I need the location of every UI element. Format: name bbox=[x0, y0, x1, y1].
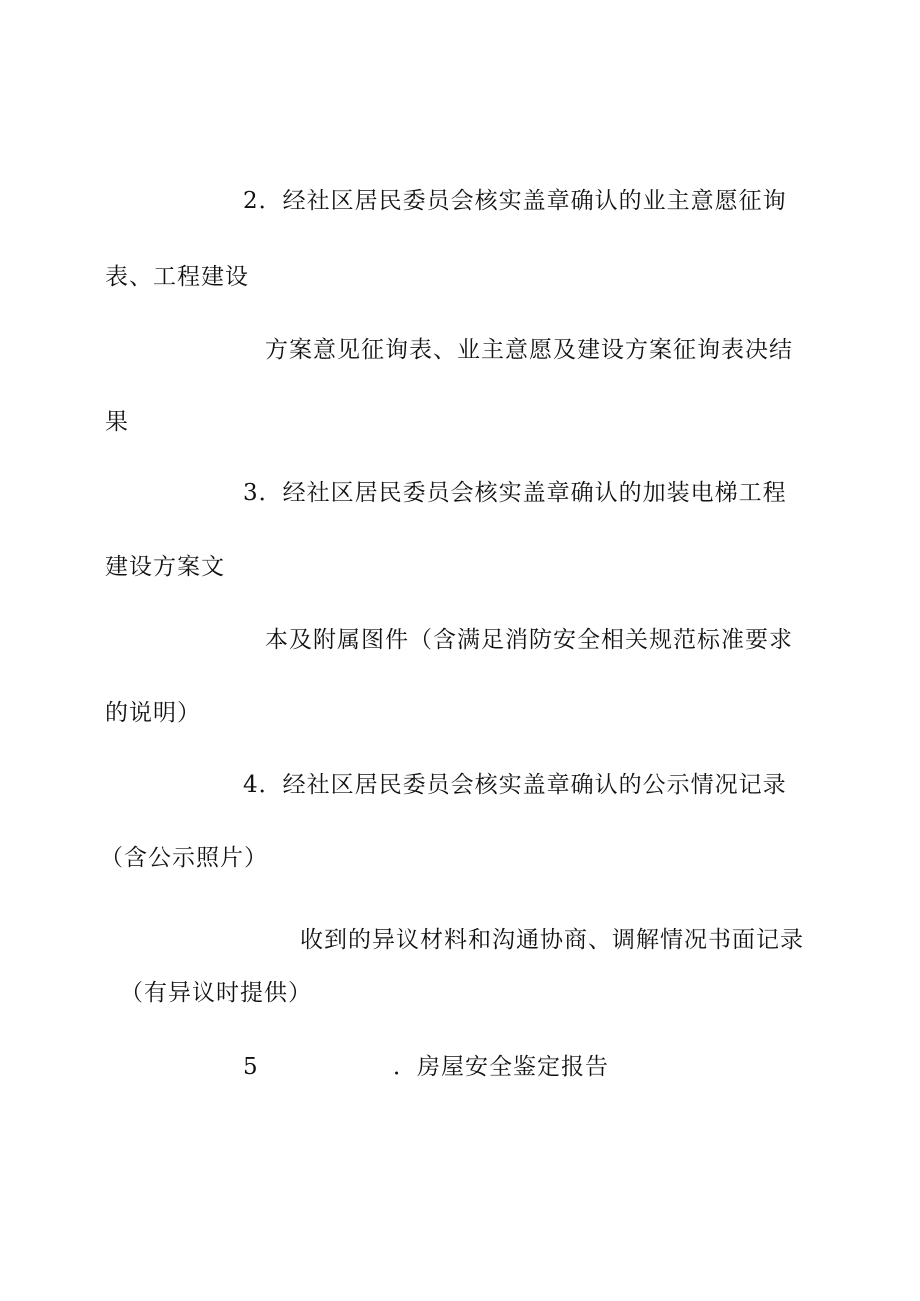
item-2-line-1: 2．经社区居民委员会核实盖章确认的业主意愿征询 bbox=[243, 188, 787, 214]
item-3-line-2: 建设方案文 bbox=[105, 554, 225, 580]
objection-line-1: 收到的异议材料和沟通协商、调解情况书面记录 bbox=[300, 927, 804, 953]
objection-line-2: （有异议时提供） bbox=[120, 980, 312, 1006]
item-2-line-3: 方案意见征询表、业主意愿及建设方案征询表决结 bbox=[265, 337, 793, 363]
item-3-line-1: 3．经社区居民委员会核实盖章确认的加装电梯工程 bbox=[243, 480, 787, 506]
item-3-line-3: 本及附属图件（含满足消防安全相关规范标准要求 bbox=[265, 627, 793, 653]
item-4-line-2: （含公示照片） bbox=[100, 845, 268, 871]
item-5-text: ．房屋安全鉴定报告 bbox=[393, 1054, 609, 1080]
item-5-number: 5 bbox=[243, 1054, 259, 1080]
item-4-line-1: 4．经社区居民委员会核实盖章确认的公示情况记录 bbox=[243, 772, 787, 798]
item-2-line-4: 果 bbox=[105, 409, 129, 435]
item-3-line-4: 的说明） bbox=[105, 700, 201, 726]
item-2-line-2: 表、工程建设 bbox=[105, 264, 249, 290]
